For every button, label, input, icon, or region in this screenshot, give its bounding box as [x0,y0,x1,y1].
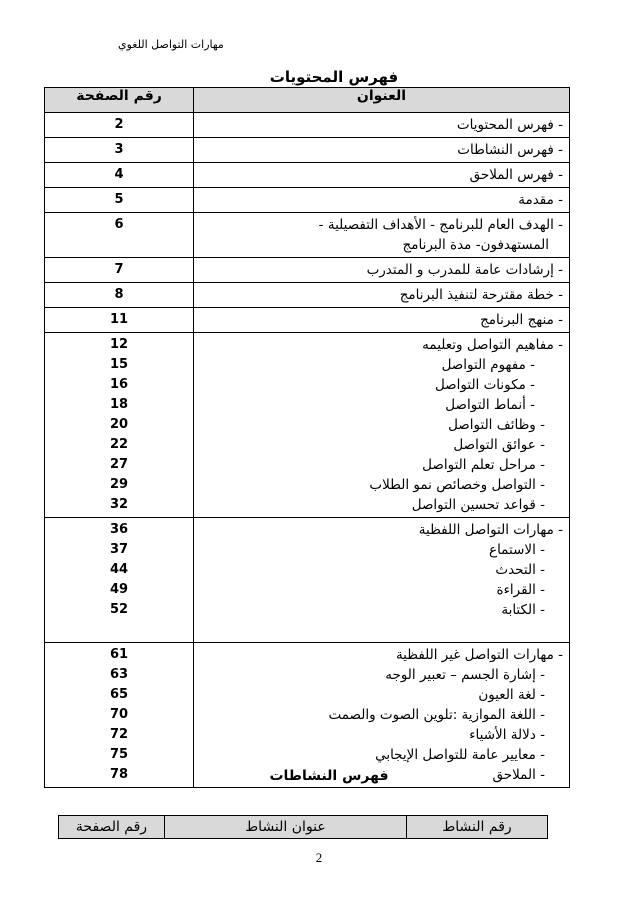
subsection-title: - الملاحق [492,767,545,783]
entry-page: 70 [109,707,129,722]
subsection-title: - الكتابة [501,602,545,618]
subsection-title: - إشارة الجسم – تعبير الوجه [385,667,545,683]
page-number: 2 [315,850,323,865]
subsection-title: - القراءة [496,582,545,598]
subsection-title: - الاستماع [489,542,545,558]
table-row [45,283,570,308]
entry-title-cell [194,643,570,788]
table-row [45,518,570,643]
entry-page: 2 [114,117,124,132]
entry-page: 7 [114,262,124,277]
entry-page: 8 [114,287,124,302]
entry-page-cell [45,518,194,643]
entry-title-cell [194,188,570,213]
contents-table [44,87,570,788]
table-row [45,643,570,788]
entry-title-cell [194,213,570,258]
entry-title-cell [194,308,570,333]
subsection-title: - دلالة الأشياء [469,727,545,743]
table-row [45,113,570,138]
activities-header-row [59,816,548,839]
table-row [45,213,570,258]
entry-page: 78 [109,767,129,782]
subsection-title: - التواصل وخصائص نمو الطلاب [369,477,545,493]
entry-page: 32 [109,497,129,512]
entry-page: 27 [109,457,129,472]
table-row [45,308,570,333]
table-row [45,188,570,213]
activities-table [58,815,548,839]
entry-title-cell [194,113,570,138]
table-row [45,258,570,283]
entry-page: 37 [109,542,129,557]
entry-page-cell [45,333,194,518]
entry-page-cell [45,138,194,163]
entry-page: 52 [109,602,129,617]
entry-page: 4 [114,167,124,182]
running-header: مهارات التواصل اللغوي [118,38,224,51]
entry-title-continuation: المستهدفون- مدة البرنامج [402,237,549,253]
entry-title-cell [194,163,570,188]
subsection-title: - التحدث [495,562,545,578]
section-title: - مهارات التواصل اللفظية [418,522,563,538]
entry-page-cell [45,188,194,213]
entry-page: 11 [109,312,129,327]
subsection-title: - عوائق التواصل [453,437,545,453]
entry-title: - إرشادات عامة للمدرب و المتدرب [366,262,563,278]
title-column-header: العنوان [194,88,570,113]
entry-title: - مقدمة [518,192,563,208]
page-column-header: رقم الصفحة [45,88,194,113]
subsection-title: - مكونات التواصل [434,377,535,393]
entry-title: - فهرس المحتويات [456,117,563,133]
entry-title: - فهرس الملاحق [469,167,563,183]
entry-page: 5 [114,192,124,207]
entry-page: 65 [109,687,129,702]
entry-page: 18 [109,397,129,412]
entry-title: - الهدف العام للبرنامج - الأهداف التفصيلية - [318,217,563,233]
entry-page: 75 [109,747,129,762]
entry-page: 61 [109,647,129,662]
entry-title: - فهرس النشاطات [457,142,563,158]
table-row [45,138,570,163]
entry-page-cell [45,643,194,788]
subsection-title: - مراحل تعلم التواصل [422,457,545,473]
entry-page: 15 [109,357,129,372]
entry-title-cell [194,518,570,643]
entry-page-cell [45,258,194,283]
subsection-title: - وظائف التواصل [448,417,545,433]
subsection-title: - معايير عامة للتواصل الإيجابي [375,747,545,763]
entry-page-cell [45,213,194,258]
entry-title-cell [194,258,570,283]
subsection-title: - أنماط التواصل [445,397,535,413]
subsection-title: - اللغة الموازية :تلوين الصوت والصمت [328,707,545,723]
entry-page: 44 [109,562,129,577]
entry-page: 22 [109,437,129,452]
section-title: - مفاهيم التواصل وتعليمه [422,337,563,353]
entry-page: 20 [109,417,129,432]
entry-page: 12 [109,337,129,352]
subsection-title: - لغة العيون [478,687,545,703]
entry-page: 63 [109,667,129,682]
entry-page-cell [45,308,194,333]
entry-title-cell [194,333,570,518]
entry-page: 72 [109,727,129,742]
row-spacer [198,620,563,640]
subsection-title: - مفهوم التواصل [441,357,535,373]
entry-page: 16 [109,377,129,392]
entry-page-cell [45,113,194,138]
activity-page-header: رقم الصفحة [59,816,165,839]
entry-page-cell [45,283,194,308]
activity-number-header: رقم النشاط [407,816,548,839]
entry-title: - منهج البرنامج [480,312,563,328]
subsection-title: - قواعد تحسين التواصل [411,497,545,513]
entry-page: 3 [114,142,124,157]
entry-title-cell [194,283,570,308]
entry-page: 6 [114,217,124,232]
toc-title: فهرس المحتويات [269,68,399,86]
table-row [45,333,570,518]
entry-page: 36 [109,522,129,537]
entry-title: - خطة مقترحة لتنفيذ البرنامج [399,287,563,303]
activities-title: فهرس النشاطات [269,768,389,784]
entry-title-cell [194,138,570,163]
contents-header-row [45,88,570,113]
activity-title-header: عنوان النشاط [165,816,407,839]
entry-page: 29 [109,477,129,492]
table-row [45,163,570,188]
entry-page-cell [45,163,194,188]
section-title: - مهارات التواصل غير اللفظية [395,647,563,663]
entry-page: 49 [109,582,129,597]
